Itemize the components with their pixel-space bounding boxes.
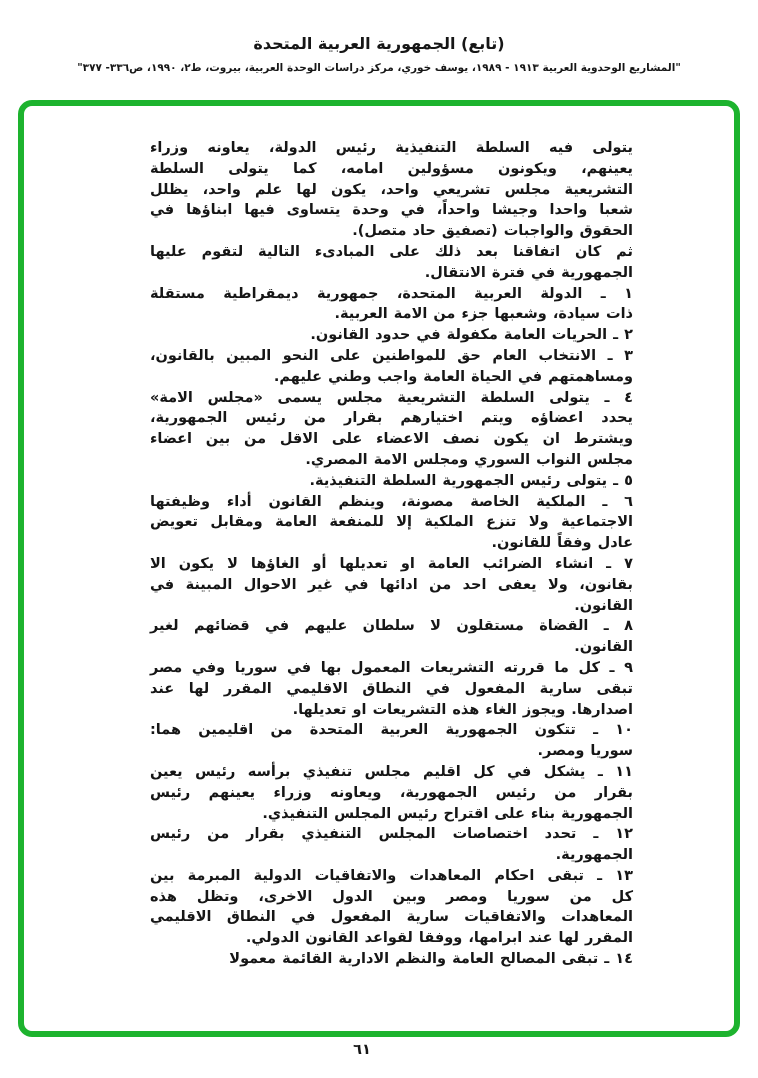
text-line: ذات سيادة، وشعبها جزء من الامة العربية.: [334, 306, 633, 323]
citation-line: "المشاريع الوحدوية العربية ١٩١٣ - ١٩٨٩، يوسف خوري، مركز دراسات الوحدة العربية، بيروت، ط٢، ١٩٩٠، ص٣٣٦- ٣٧٧": [77, 62, 681, 74]
page-header: [0, 34, 758, 74]
text-line: ٤ ـ يتولى السلطة التشريعية مجلس يسمى «مجلس الامة»: [150, 389, 633, 406]
text-line: يتولى فيه السلطة التنفيذية رئيس الدولة، يعاونه وزراء: [150, 140, 633, 156]
text-line: ٦ ـ الملكية الخاصة مصونة، وينظم القانون أداء وظيفتها: [150, 493, 633, 510]
text-line: القانون.: [574, 639, 633, 656]
paragraph: [150, 824, 633, 866]
paragraph: [150, 658, 633, 720]
paragraph: [150, 866, 633, 949]
paragraph: [150, 762, 633, 824]
content-frame: [18, 100, 740, 1037]
text-line: التشريعية مجلس تشريعي واحد، يكون لها علم واحد، يظلل: [150, 181, 633, 198]
text-line: مجلس النواب السوري ومجلس الامة المصري.: [305, 451, 633, 468]
text-line: ومساهمتهم في الحياة العامة واجب وطني عليهم.: [273, 368, 633, 385]
text-line: ١٤ ـ تبقى المصالح العامة والنظم الادارية القائمة معمولا: [229, 951, 633, 968]
text-line: يحدد اعضاؤه ويتم اختيارهم بقرار من رئيس الجمهورية،: [150, 410, 633, 427]
text-line: ثم كان اتفاقنا بعد ذلك على المبادىء التالية لتقوم عليها: [150, 243, 633, 260]
paragraph: [150, 346, 633, 388]
text-line: عادل وفقاً للقانون.: [491, 535, 633, 552]
paragraph: [150, 554, 633, 616]
text-line: ويشترط ان يكون نصف الاعضاء على الاقل من بين اعضاء: [150, 431, 633, 448]
page-title: (تابع) الجمهورية العربية المتحدة: [253, 34, 505, 53]
text-line: سوريا ومصر.: [537, 743, 633, 760]
text-line: ١٠ ـ تتكون الجمهورية العربية المتحدة من اقليمين هما:: [150, 722, 633, 739]
text-line: ١ ـ الدولة العربية المتحدة، جمهورية ديمقراطية مستقلة: [150, 285, 633, 302]
paragraph: [150, 949, 633, 970]
paragraph: [150, 388, 633, 471]
paragraph: [150, 720, 633, 762]
text-line: ٩ ـ كل ما قررته التشريعات المعمول بها في سوريا وفي مصر: [150, 659, 633, 676]
text-line: شعبا واحدا وجيشا واحداً، في وحدة يتساوى فيها ابناؤها في: [150, 202, 633, 219]
paragraph: [150, 325, 633, 346]
text-line: ٥ ـ يتولى رئيس الجمهورية السلطة التنفيذية.: [309, 472, 633, 489]
text-line: المعاهدات والاتفاقيات سارية المفعول في النطاق الاقليمي: [150, 909, 633, 926]
text-line: المقرر لها عند ابرامها، ووفقا لقواعد القانون الدولي.: [245, 930, 633, 947]
paragraph: [150, 284, 633, 326]
text-line: الجمهورية في فترة الانتقال.: [424, 264, 633, 281]
text-line: ٣ ـ الانتخاب العام حق للمواطنين على النحو المبين بالقانون،: [150, 347, 633, 364]
paragraph: [150, 616, 633, 658]
text-line: الاجتماعية ولا تنزع الملكية إلا للمنفعة العامة ومقابل تعويض: [150, 514, 633, 531]
text-line: بقرار من رئيس الجمهورية، ويعاونه وزراء يعينهم رئيس: [150, 784, 633, 801]
text-line: بقانون، ولا يعفى احد من ادائها في غير الاحوال المبينة في: [150, 576, 633, 593]
paragraph: [150, 471, 633, 492]
text-line: ٧ ـ انشاء الضرائب العامة او تعديلها أو الغاؤها لا يكون الا: [150, 555, 633, 572]
text-line: ١٣ ـ تبقى احكام المعاهدات والاتفاقيات الدولية المبرمة بين: [150, 867, 633, 884]
text-line: ٢ ـ الحريات العامة مكفولة في حدود القانون.: [310, 327, 633, 344]
text-line: يعينهم، ويكونون مسؤولين امامه، كما يتولى السلطة: [150, 160, 633, 177]
text-line: الحقوق والواجبات (تصفيق حاد متصل).: [352, 223, 633, 240]
text-line: ١٢ ـ تحدد اختصاصات المجلس التنفيذي بقرار من رئيس: [150, 826, 633, 843]
text-line: كل من سوريا ومصر وبين الدول الاخرى، وتظل هذه: [150, 888, 633, 905]
text-line: ١١ ـ يشكل في كل اقليم مجلس تنفيذي برأسه رئيس يعين: [150, 763, 633, 780]
paragraph: [150, 492, 633, 554]
text-line: تبقى سارية المفعول في النطاق الاقليمي المقرر لها عند: [150, 680, 633, 697]
paragraph: [150, 138, 633, 242]
text-line: الجمهورية.: [555, 847, 633, 864]
body-text: [150, 138, 633, 970]
text-line: اصدارها. ويجوز الغاء هذه التشريعات او تعديلها.: [292, 701, 633, 718]
text-line: القانون.: [574, 597, 633, 614]
text-line: ٨ ـ القضاة مستقلون لا سلطان عليهم في قضائهم لغير: [150, 618, 633, 635]
page-number: ٦١: [353, 1042, 371, 1058]
text-line: الجمهورية بناء على اقتراح رئيس المجلس التنفيذي.: [262, 805, 633, 822]
paragraph: [150, 242, 633, 284]
